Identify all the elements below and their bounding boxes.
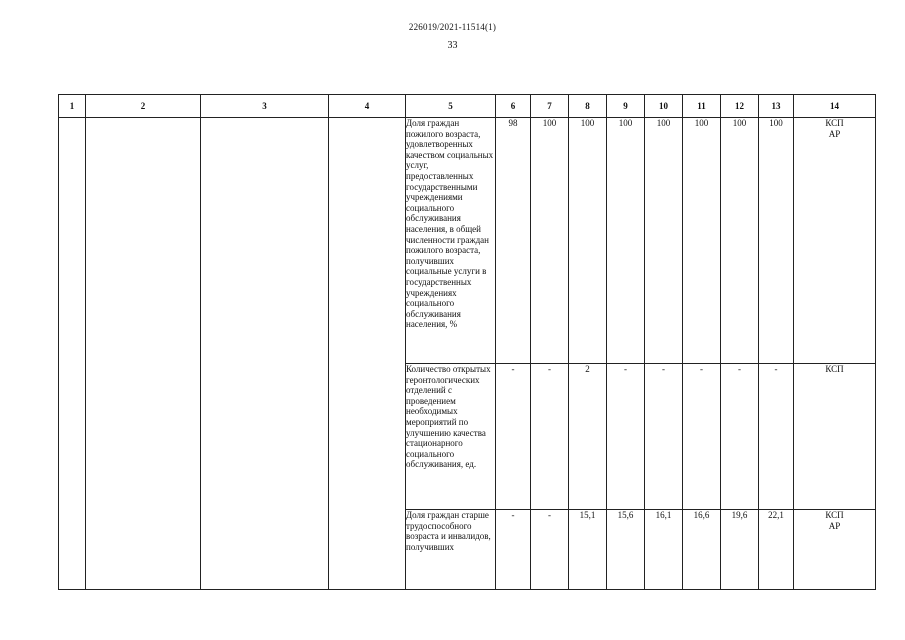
column-header: 3 [201, 95, 329, 118]
value-cell: - [607, 364, 645, 510]
value-cell: 16,1 [645, 510, 683, 590]
value-cell: 100 [569, 118, 607, 364]
page-number: 33 [447, 40, 458, 51]
value-cell: - [496, 510, 531, 590]
value-cell: 100 [759, 118, 794, 364]
value-cell: - [683, 364, 721, 510]
column-header: 12 [721, 95, 759, 118]
table-row [59, 118, 876, 364]
value-cell: 15,6 [607, 510, 645, 590]
value-cell: 2 [569, 364, 607, 510]
value-cell: 98 [496, 118, 531, 364]
value-cell: 100 [683, 118, 721, 364]
cell-col2 [86, 118, 201, 590]
column-header: 2 [86, 95, 201, 118]
value-cell: - [531, 364, 569, 510]
value-cell: 19,6 [721, 510, 759, 590]
cell-col1 [59, 118, 86, 590]
column-header: 5 [406, 95, 496, 118]
header-row [59, 95, 876, 118]
executor-cell: КСП [794, 364, 876, 510]
value-cell: 100 [645, 118, 683, 364]
column-header: 11 [683, 95, 721, 118]
value-cell: 100 [531, 118, 569, 364]
document-id: 226019/2021-11514(1) [408, 22, 497, 32]
indicators-table [58, 94, 876, 590]
value-cell: - [531, 510, 569, 590]
column-header: 14 [794, 95, 876, 118]
cell-col4 [329, 118, 406, 590]
indicator-description: Доля граждан старше трудоспособного возраста и инвалидов, получивших [406, 510, 496, 590]
value-cell: 100 [721, 118, 759, 364]
executor-cell: КСП АР [794, 118, 876, 364]
column-header: 4 [329, 95, 406, 118]
value-cell: 15,1 [569, 510, 607, 590]
column-header: 7 [531, 95, 569, 118]
value-cell: - [496, 364, 531, 510]
value-cell: 100 [607, 118, 645, 364]
column-header: 1 [59, 95, 86, 118]
value-cell: 22,1 [759, 510, 794, 590]
column-header: 8 [569, 95, 607, 118]
column-header: 6 [496, 95, 531, 118]
cell-col3 [201, 118, 329, 590]
indicator-description: Количество открытых геронтологических отделений с проведением необходимых мероприятий по улучшению качества стационарного социального обслуживания, ед. [406, 364, 496, 510]
column-header: 13 [759, 95, 794, 118]
value-cell: - [645, 364, 683, 510]
column-header: 9 [607, 95, 645, 118]
indicator-description: Доля граждан пожилого возраста, удовлетворенных качеством социальных услуг, предоставленных государственными учреждениями социального обслуживания населения, в общей численности граждан пожилого возраста, получивших социальные услуги в государственных учреждениях социального обслуживания населения, % [406, 118, 496, 364]
executor-cell: КСП АР [794, 510, 876, 590]
column-header: 10 [645, 95, 683, 118]
value-cell: - [759, 364, 794, 510]
value-cell: 16,6 [683, 510, 721, 590]
value-cell: - [721, 364, 759, 510]
